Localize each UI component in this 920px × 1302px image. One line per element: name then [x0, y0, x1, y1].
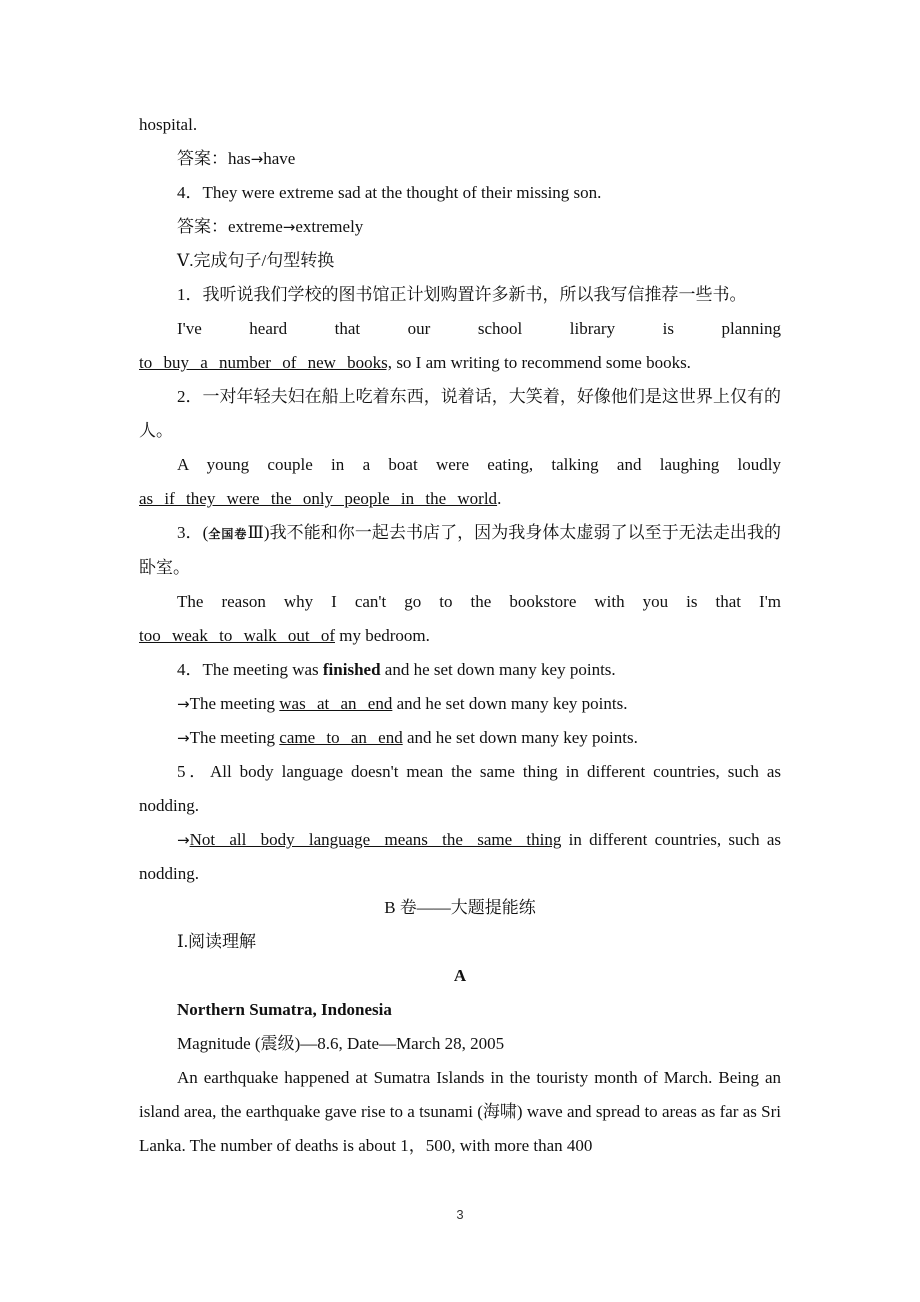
text-span: in different countries, such as nodding.	[139, 830, 781, 883]
answer-text: extreme	[228, 217, 283, 236]
question-line: 5．All body language doesn't mean the same thing in different countries, such as nodding.	[139, 762, 781, 815]
rewrite-line	[139, 721, 781, 755]
answer-blank: as if they were the only people in the world	[139, 489, 498, 508]
answer-label: 答案：	[177, 217, 228, 236]
text-span: and he set down many key points.	[392, 694, 628, 713]
passage-body: An earthquake happened at Sumatra Islands in the touristy month of March. Being an island area, the earthquake gave rise to a tsunami (海啸) wave and spread to areas as far as Sri Lanka. The number of deaths is about 1，500, with more than 400	[139, 1068, 781, 1155]
text-span: The meeting	[189, 694, 280, 713]
question-cn: 1．我听说我们学校的图书馆正计划购置许多新书，所以我写信推荐一些书。	[177, 285, 747, 304]
passage-letter: A	[453, 966, 467, 985]
answer-blank: was at an end	[279, 694, 393, 713]
passage-heading: Northern Sumatra, Indonesia	[177, 1000, 392, 1019]
passage-meta: Magnitude (震级)—8.6, Date—March 28, 2005	[177, 1034, 505, 1053]
question-cn	[139, 516, 781, 585]
question-en: The reason why I can't go to the bookstore with you is that I'm	[177, 592, 781, 611]
source-tag: 全国卷	[208, 527, 248, 541]
document-page	[139, 108, 781, 1163]
answer-line	[139, 142, 781, 176]
question-en: A young couple in a boat were eating, talking and laughing loudly	[177, 455, 781, 474]
text-span: my bedroom.	[335, 626, 430, 645]
answer-text: extremely	[295, 217, 364, 236]
text-span: The meeting	[189, 728, 280, 747]
answer-text: has	[228, 149, 251, 168]
answer-label: 答案：	[177, 149, 228, 168]
text-span: 3．(	[177, 523, 209, 542]
question-en-cont	[139, 619, 781, 653]
answer-text: have	[263, 149, 296, 168]
text-span: Ⅲ)我不能和你一起去书店了，因为我身体太虚弱了以至于无法走出我的卧室。	[139, 523, 781, 577]
section-title: Ⅴ.完成句子/句型转换	[177, 251, 335, 270]
right-arrow-icon: →	[250, 150, 264, 168]
question-en-cont	[139, 482, 781, 516]
page-number: 3	[456, 1207, 464, 1222]
answer-blank: came to an end	[279, 728, 403, 747]
text-span: 4．The meeting was	[177, 660, 323, 679]
text-span: so I am writing to recommend some books.	[392, 353, 691, 372]
section-title: B 卷——大题提能练	[384, 898, 536, 917]
right-arrow-icon: →	[177, 831, 190, 849]
text-line: hospital.	[139, 115, 198, 134]
bold-word: finished	[322, 660, 381, 679]
text-span: and he set down many key points.	[380, 660, 616, 679]
rewrite-line	[139, 823, 781, 891]
rewrite-line	[139, 687, 781, 721]
right-arrow-icon: →	[177, 695, 190, 713]
answer-blank: too weak to walk out of	[139, 626, 335, 645]
question-en: I've heard that our school library is planning	[177, 319, 781, 338]
section-title: Ⅰ.阅读理解	[177, 932, 256, 951]
text-span: and he set down many key points.	[402, 728, 638, 747]
text-span: .	[497, 489, 502, 508]
answer-blank: Not all body language means the same thing	[189, 830, 562, 849]
question-en-cont	[139, 346, 781, 380]
answer-line	[139, 210, 781, 244]
answer-blank: to buy a number of new books,	[139, 353, 393, 372]
right-arrow-icon: →	[177, 729, 190, 747]
right-arrow-icon: →	[282, 218, 296, 236]
question-cn: 2．一对年轻夫妇在船上吃着东西，说着话，大笑着，好像他们是这世界上仅有的人。	[139, 387, 781, 440]
question-line: 4．They were extreme sad at the thought of their missing son.	[177, 183, 602, 202]
question-line	[139, 653, 781, 687]
